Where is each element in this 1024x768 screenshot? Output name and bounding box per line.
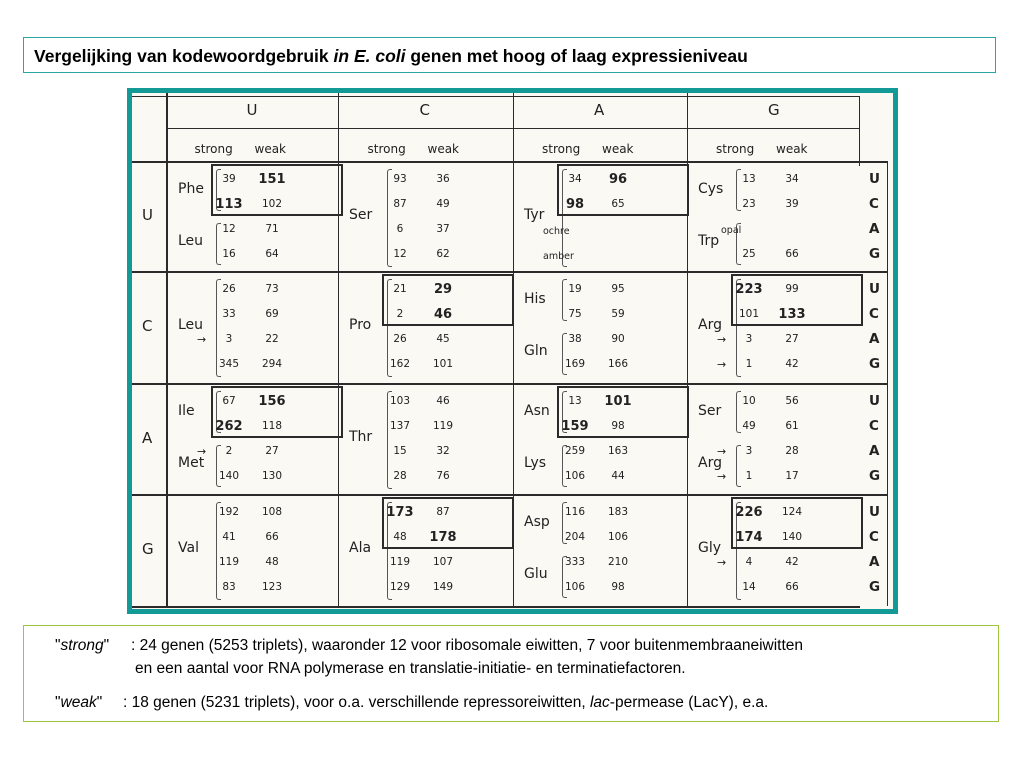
weak-count: 73 xyxy=(265,283,279,295)
strong-count: 2 xyxy=(225,445,233,457)
weak-count: 98 xyxy=(611,581,625,593)
weak-count: 61 xyxy=(785,420,799,432)
strong-count: 48 xyxy=(393,531,407,543)
third-base-label-a: A xyxy=(869,554,880,570)
weak-count: 98 xyxy=(611,420,625,432)
highlight-box xyxy=(382,497,514,549)
grid-first-col-line xyxy=(166,93,168,608)
weak-count: 87 xyxy=(436,506,450,518)
strong-count: 162 xyxy=(389,358,411,370)
weak-count: 108 xyxy=(261,506,283,518)
strong-count: 21 xyxy=(393,283,407,295)
weak-count: 149 xyxy=(432,581,454,593)
strong-count: 204 xyxy=(564,531,586,543)
strong-count: 159 xyxy=(561,419,589,434)
strong-count: 98 xyxy=(565,197,585,212)
weak-count: 140 xyxy=(781,531,803,543)
amino-acid-cys: Cys xyxy=(698,181,724,197)
stop-codon-opal: opal xyxy=(721,225,742,236)
first-base-label-c: C xyxy=(142,317,153,335)
weak-count: 71 xyxy=(265,223,279,235)
third-base-label-g: G xyxy=(869,356,881,372)
strong-count: 1 xyxy=(745,358,753,370)
weak-count: 166 xyxy=(607,358,629,370)
weak-count: 95 xyxy=(611,283,625,295)
third-base-label-c: C xyxy=(869,306,879,322)
amino-acid-ser: Ser xyxy=(349,207,373,223)
weak-count: 96 xyxy=(608,172,628,187)
first-base-label-g: G xyxy=(142,540,154,558)
second-base-header-a: A xyxy=(594,101,605,119)
third-base-right-line xyxy=(887,161,888,606)
strong-count: 2 xyxy=(396,308,404,320)
weak-count: 124 xyxy=(781,506,803,518)
amino-acid-glu: Glu xyxy=(524,566,548,582)
weak-count: 183 xyxy=(607,506,629,518)
amino-acid-leu: Leu xyxy=(178,233,204,249)
strong-count: 106 xyxy=(564,581,586,593)
stop-codon-ochre: ochre xyxy=(543,226,570,237)
third-base-label-g: G xyxy=(869,246,881,262)
strong-count: 13 xyxy=(742,173,756,185)
strong-count: 103 xyxy=(389,395,411,407)
first-base-label-u: U xyxy=(142,206,153,224)
stop-codon-amber: amber xyxy=(543,251,574,262)
strong-count: 87 xyxy=(393,198,407,210)
amino-acid-trp: Trp xyxy=(698,233,720,249)
amino-acid-met: Met xyxy=(178,455,205,471)
strong-count: 169 xyxy=(564,358,586,370)
weak-count: 76 xyxy=(436,470,450,482)
strong-count: 26 xyxy=(222,283,236,295)
amino-acid-asp: Asp xyxy=(524,514,550,530)
grid-row-line xyxy=(132,383,887,385)
weak-count: 44 xyxy=(611,470,625,482)
strong-count: 119 xyxy=(218,556,240,568)
weak-count: 99 xyxy=(785,283,799,295)
weak-count: 101 xyxy=(604,394,632,409)
title-part1: Vergelijking van kodewoordgebruik xyxy=(34,46,334,66)
footnote-box xyxy=(23,625,999,722)
strong-count: 4 xyxy=(745,556,753,568)
weak-count: 34 xyxy=(785,173,799,185)
strong-count: 49 xyxy=(742,420,756,432)
weak-count: 64 xyxy=(265,248,279,260)
strong-count: 223 xyxy=(735,282,763,297)
highlight-box xyxy=(211,164,343,216)
strong-count: 140 xyxy=(218,470,240,482)
weak-count: 107 xyxy=(432,556,454,568)
weak-count: 118 xyxy=(261,420,283,432)
strong-count: 34 xyxy=(568,173,582,185)
weak-count: 46 xyxy=(433,307,453,322)
strong-count: 173 xyxy=(386,505,414,520)
third-base-label-u: U xyxy=(869,504,880,520)
amino-acid-tyr: Tyr xyxy=(524,207,545,223)
weak-count: 59 xyxy=(611,308,625,320)
strong-count: 129 xyxy=(389,581,411,593)
third-base-label-g: G xyxy=(869,468,881,484)
weak-column-label: weak xyxy=(427,142,459,156)
strong-count: 12 xyxy=(222,223,236,235)
strong-count: 39 xyxy=(222,173,236,185)
weak-count: 123 xyxy=(261,581,283,593)
highlight-box xyxy=(731,497,863,549)
third-base-label-a: A xyxy=(869,331,880,347)
strong-count: 3 xyxy=(745,333,753,345)
strong-footnote-label: "strong" xyxy=(55,637,110,654)
amino-acid-leu: Leu xyxy=(178,317,204,333)
strong-count: 137 xyxy=(389,420,411,432)
strong-count: 33 xyxy=(222,308,236,320)
weak-count: 56 xyxy=(785,395,799,407)
strong-count: 14 xyxy=(742,581,756,593)
strong-column-label: strong xyxy=(716,142,755,156)
amino-acid-arg: Arg xyxy=(698,317,722,333)
strong-count: 23 xyxy=(742,198,756,210)
weak-count: 66 xyxy=(785,581,799,593)
weak-count: 48 xyxy=(265,556,279,568)
weak-count: 17 xyxy=(785,470,799,482)
strong-count: 116 xyxy=(564,506,586,518)
weak-text-lac: lac xyxy=(589,694,610,711)
weak-count: 178 xyxy=(429,530,457,545)
amino-acid-his: His xyxy=(524,291,546,307)
strong-count: 262 xyxy=(215,419,243,434)
strong-count: 6 xyxy=(396,223,404,235)
weak-count: 106 xyxy=(607,531,629,543)
third-base-label-u: U xyxy=(869,171,880,187)
page-title xyxy=(34,46,748,67)
arrow-marker: → xyxy=(717,445,727,458)
weak-count: 66 xyxy=(785,248,799,260)
highlight-box xyxy=(211,386,343,438)
grid-row-line xyxy=(132,161,887,163)
amino-acid-gly: Gly xyxy=(698,540,722,556)
amino-acid-arg: Arg xyxy=(698,455,722,471)
weak-count: 62 xyxy=(436,248,450,260)
weak-text-b: -permease (LacY), e.a. xyxy=(609,694,769,711)
highlight-box xyxy=(382,274,514,326)
strong-count: 101 xyxy=(738,308,760,320)
weak-count: 49 xyxy=(436,198,450,210)
amino-acid-thr: Thr xyxy=(349,429,373,445)
third-base-label-u: U xyxy=(869,281,880,297)
weak-count: 90 xyxy=(611,333,625,345)
title-box xyxy=(23,37,996,73)
weak-count: 65 xyxy=(611,198,625,210)
strong-count: 119 xyxy=(389,556,411,568)
weak-footnote-text xyxy=(123,694,768,712)
strong-count: 67 xyxy=(222,395,236,407)
weak-count: 66 xyxy=(265,531,279,543)
strong-count: 12 xyxy=(393,248,407,260)
codon-table-frame xyxy=(127,88,898,614)
weak-count: 210 xyxy=(607,556,629,568)
weak-count: 69 xyxy=(265,308,279,320)
strong-footnote-text: : 24 genen (5253 triplets), waaronder 12 voor ribosomale eiwitten, 7 voor buitenmembraaneiwitten xyxy=(131,637,804,654)
weak-count: 42 xyxy=(785,358,799,370)
strong-count: 16 xyxy=(222,248,236,260)
weak-count: 151 xyxy=(258,172,286,187)
arrow-marker: → xyxy=(717,333,727,346)
strong-footnote-text-2: en een aantal voor RNA polymerase en translatie-initiatie- en terminatiefactoren. xyxy=(135,660,686,677)
weak-count: 42 xyxy=(785,556,799,568)
first-base-label-a: A xyxy=(142,428,153,447)
weak-count: 101 xyxy=(432,358,454,370)
third-base-label-a: A xyxy=(869,443,880,459)
weak-count: 156 xyxy=(258,394,286,409)
strong-count: 26 xyxy=(393,333,407,345)
weak-count: 133 xyxy=(778,307,806,322)
strong-count: 113 xyxy=(215,197,243,212)
arrow-marker: → xyxy=(717,470,727,483)
grid-row-line xyxy=(132,606,860,608)
title-part3: genen met hoog of laag expressieniveau xyxy=(405,46,748,66)
weak-column-label: weak xyxy=(254,142,286,156)
weak-count: 102 xyxy=(261,198,283,210)
strong-count: 28 xyxy=(393,470,407,482)
third-base-label-g: G xyxy=(869,579,881,595)
strong-count: 106 xyxy=(564,470,586,482)
strong-count: 93 xyxy=(393,173,407,185)
amino-acid-pro: Pro xyxy=(349,317,372,333)
weak-text-a: : 18 genen (5231 triplets), voor o.a. verschillende repressoreiwitten, xyxy=(123,694,590,711)
weak-count: 32 xyxy=(436,445,450,457)
third-base-label-a: A xyxy=(869,221,880,237)
weak-count: 36 xyxy=(436,173,450,185)
weak-count: 130 xyxy=(261,470,283,482)
second-base-header-c: C xyxy=(419,101,430,119)
strong-column-label: strong xyxy=(367,142,406,156)
strong-count: 226 xyxy=(735,505,763,520)
weak-count: 119 xyxy=(432,420,454,432)
weak-count: 46 xyxy=(436,395,450,407)
strong-label: strong xyxy=(60,637,104,654)
arrow-marker: → xyxy=(197,333,207,346)
strong-count: 41 xyxy=(222,531,236,543)
amino-acid-val: Val xyxy=(178,540,199,556)
arrow-marker: → xyxy=(717,556,727,569)
strong-count: 15 xyxy=(393,445,407,457)
amino-acid-ala: Ala xyxy=(349,540,372,556)
highlight-box xyxy=(557,164,689,216)
strong-count: 192 xyxy=(218,506,240,518)
arrow-marker: → xyxy=(197,445,207,458)
strong-column-label: strong xyxy=(194,142,233,156)
weak-column-label: weak xyxy=(602,142,634,156)
strong-count: 1 xyxy=(745,470,753,482)
strong-column-label: strong xyxy=(542,142,581,156)
third-base-label-u: U xyxy=(869,393,880,409)
strong-count: 83 xyxy=(222,581,236,593)
third-base-label-c: C xyxy=(869,529,879,545)
strong-count: 25 xyxy=(742,248,756,260)
highlight-box xyxy=(557,386,689,438)
grid-row-line xyxy=(132,494,887,496)
strong-count: 19 xyxy=(568,283,582,295)
weak-count: 163 xyxy=(607,445,629,457)
weak-count: 45 xyxy=(436,333,450,345)
weak-column-label: weak xyxy=(776,142,808,156)
weak-footnote-label: "weak" xyxy=(55,694,103,711)
weak-label: weak xyxy=(60,694,97,711)
weak-count: 28 xyxy=(785,445,799,457)
strong-count: 13 xyxy=(568,395,582,407)
codon-table xyxy=(132,93,893,609)
amino-acid-gln: Gln xyxy=(524,343,548,359)
strong-count: 3 xyxy=(745,445,753,457)
strong-count: 333 xyxy=(564,556,586,568)
weak-count: 294 xyxy=(261,358,283,370)
strong-count: 75 xyxy=(568,308,582,320)
weak-count: 27 xyxy=(785,333,799,345)
weak-count: 27 xyxy=(265,445,279,457)
strong-count: 3 xyxy=(225,333,233,345)
third-base-label-c: C xyxy=(869,418,879,434)
grid-top-line xyxy=(132,96,859,97)
strong-count: 38 xyxy=(568,333,582,345)
second-base-header-u: U xyxy=(246,101,258,119)
amino-acid-ser: Ser xyxy=(698,403,722,419)
amino-acid-phe: Phe xyxy=(178,181,204,197)
highlight-box xyxy=(731,274,863,326)
weak-count: 22 xyxy=(265,333,279,345)
grid-right-line xyxy=(859,96,860,166)
strong-count: 174 xyxy=(735,530,763,545)
amino-acid-ile: Ile xyxy=(178,403,195,419)
strong-count: 345 xyxy=(218,358,240,370)
amino-acid-lys: Lys xyxy=(524,455,547,471)
second-base-header-g: G xyxy=(768,101,780,119)
grid-row-line xyxy=(132,271,887,273)
arrow-marker: → xyxy=(717,358,727,371)
title-organism: in E. coli xyxy=(333,46,406,66)
strong-count: 10 xyxy=(742,395,756,407)
amino-acid-asn: Asn xyxy=(524,403,550,419)
weak-count: 39 xyxy=(785,198,799,210)
third-base-label-c: C xyxy=(869,196,879,212)
strong-count: 259 xyxy=(564,445,586,457)
weak-count: 37 xyxy=(436,223,450,235)
weak-count: 29 xyxy=(433,282,453,297)
